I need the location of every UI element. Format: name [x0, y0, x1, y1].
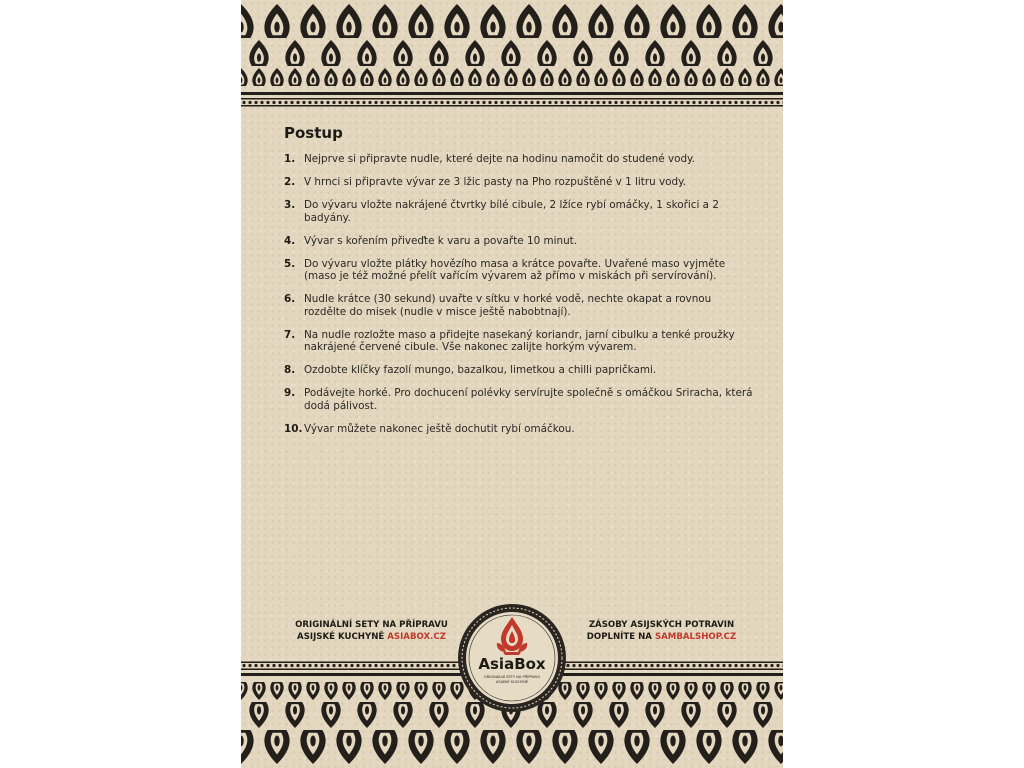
step-item: [284, 153, 754, 166]
asiabox-logo: [457, 603, 567, 713]
step-item: [284, 423, 754, 436]
step-number: 10.: [284, 422, 303, 435]
step-text: Do vývaru vložte nakrájené čtvrtky bílé cibule, 2 lžíce rybí omáčky, 1 skořici a 2 badyány.: [304, 198, 719, 224]
step-number: 3.: [284, 198, 296, 211]
step-text: Na nudle rozložte maso a přidejte nasekaný koriandr, jarní cibulku a tenké proužky nakrájené červené cibule. Vše nakonec zalijte horkým vývarem.: [304, 328, 735, 354]
step-item: [284, 235, 754, 248]
top-ornament-border: [241, 0, 783, 108]
footer-left-text: ASIJSKÉ KUCHYNĚ: [297, 632, 385, 642]
step-number: 1.: [284, 153, 296, 165]
step-item: [284, 258, 754, 283]
footer-right-line1: ZÁSOBY ASIJSKÝCH POTRAVIN: [588, 620, 735, 630]
step-text: Podávejte horké. Pro dochucení polévky servírujte společně s omáčkou Sriracha, která dodá pálivost.: [304, 387, 753, 412]
footer-asiabox-promo: [279, 619, 464, 643]
footer-left-line2: [279, 631, 464, 643]
step-item: [284, 329, 754, 354]
step-number: 6.: [284, 293, 296, 306]
step-number: 8.: [284, 364, 296, 377]
footer-right-text: DOPLNÍTE NA: [586, 632, 652, 642]
sambalshop-link[interactable]: SAMBALSHOP.CZ: [654, 632, 737, 642]
step-text: Ozdobte klíčky fazolí mungo, bazalkou, limetkou a chilli papričkami.: [304, 364, 657, 377]
asiabox-link[interactable]: ASIABOX.CZ: [387, 632, 446, 642]
step-number: 7.: [284, 328, 296, 341]
footer-right-line2: [569, 631, 754, 643]
step-text: Do vývaru vložte plátky hovězího masa a krátce povařte. Uvařené maso vyjměte (maso je též možné přelít vařícím vývarem až přímo v miskách při servírování).: [304, 257, 726, 283]
step-number: 4.: [284, 234, 296, 247]
step-item: [284, 199, 754, 224]
logo-wordmark: AsiaBox: [478, 655, 546, 673]
step-text: Nudle krátce (30 sekund) uvařte v sítku v horké vodě, nechte okapat a rovnou rozdělte do misek (nudle v misce ještě nabobtnají).: [304, 293, 712, 318]
step-number: 2.: [284, 175, 296, 188]
step-number: 9.: [284, 387, 296, 400]
step-text: Vývar můžete nakonec ještě dochutit rybí omáčkou.: [304, 422, 575, 435]
thai-ornament-pattern: [241, 0, 783, 108]
step-item: [284, 176, 754, 189]
step-item: [284, 387, 754, 412]
footer-left-line1: ORIGINÁLNÍ SETY NA PŘÍPRAVU: [295, 620, 448, 630]
step-item: [284, 293, 754, 318]
step-text: Vývar s kořením přiveďte k varu a povařte 10 minut.: [304, 234, 578, 247]
footer-sambalshop-promo: [569, 619, 754, 643]
step-number: 5.: [284, 257, 296, 270]
step-text: V hrnci si připravte vývar ze 3 lžic pasty na Pho rozpuštěné v 1 litru vody.: [304, 175, 687, 188]
step-text: Nejprve si připravte nudle, které dejte na hodinu namočit do studené vody.: [304, 153, 696, 165]
steps-list: [284, 153, 754, 446]
section-title: Postup: [284, 124, 343, 142]
recipe-page: [241, 0, 783, 768]
logo-tagline: ORIGINÁLNÍ SETY NA PŘÍPRAVU ASIJSKÉ KUCHYNĚ: [483, 675, 541, 684]
step-item: [284, 364, 754, 377]
